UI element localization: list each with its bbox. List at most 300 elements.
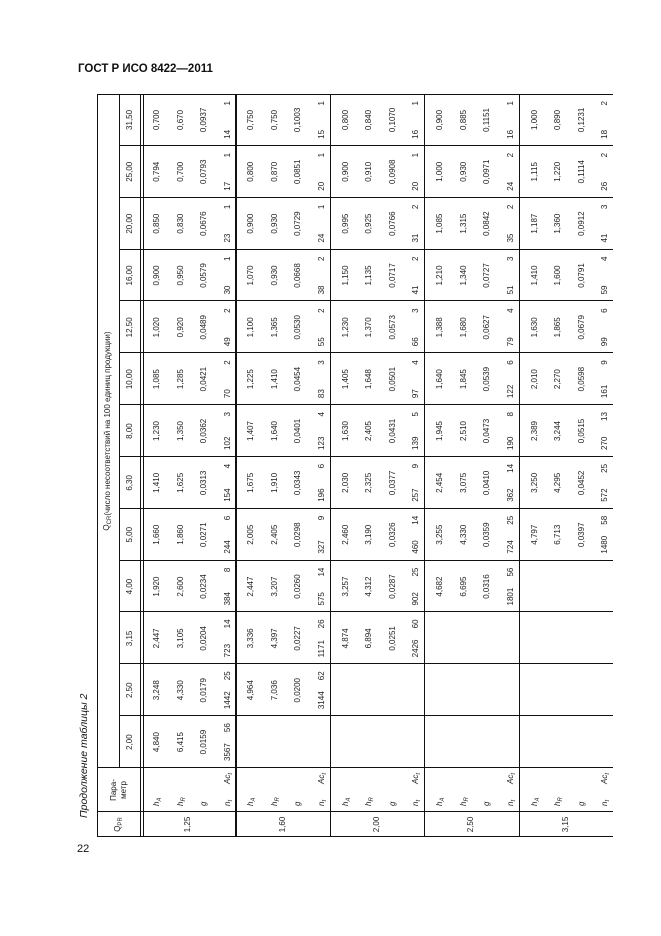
table-cell: [239, 664, 325, 716]
g-value: 0,0260: [293, 574, 303, 599]
table-cell: [145, 716, 231, 768]
g-value: 0,0298: [293, 522, 303, 547]
param-label-hR: [452, 768, 476, 812]
act-value: 2: [316, 256, 326, 261]
h-a-value: 3,336: [246, 628, 256, 649]
h-r-value: 1,370: [364, 317, 374, 338]
sample-size-acceptance-row: [404, 457, 428, 509]
act-value: 6: [222, 515, 232, 521]
table-cell: [239, 301, 325, 353]
param-g-base: g: [199, 801, 208, 806]
nt-value: 30: [222, 285, 232, 295]
nt-value: 102: [222, 436, 232, 450]
g-value: 0,0454: [293, 366, 303, 392]
sample-size-acceptance-row: [499, 353, 523, 405]
param-nt: [499, 800, 523, 806]
h-r-value: 4,330: [458, 524, 468, 545]
nt-value: 1480: [600, 535, 610, 554]
sample-size-acceptance-row: [499, 561, 523, 613]
sample-size-acceptance-row: [310, 198, 334, 250]
table-cell: [334, 94, 420, 146]
table-cell: [334, 612, 420, 664]
param-hR-base: h: [458, 801, 468, 806]
sample-size-acceptance-row: [593, 250, 617, 302]
page-number: 22: [77, 843, 90, 855]
h-a-value: 1,230: [340, 317, 350, 338]
h-r-value: 1,845: [458, 369, 468, 390]
param-hA-base: h: [529, 801, 539, 806]
h-r-value: 0,930: [458, 161, 468, 182]
param-hA-base: h: [152, 801, 161, 806]
qpr-value: 2,00: [371, 816, 381, 833]
param-label-hA: [239, 768, 263, 812]
nt-value: 83: [316, 389, 326, 399]
nt-value: 55: [316, 337, 326, 347]
g-value: 0,0851: [293, 159, 303, 185]
act-value: 13: [600, 412, 610, 421]
h-r-value: 1,135: [364, 265, 374, 286]
h-r-value: 0,885: [458, 109, 468, 130]
h-a-value: 0,900: [246, 213, 256, 234]
param-act-base: Ac: [505, 774, 515, 785]
qcr-header-text: (число несоответствий на 100 единиц продукции): [103, 331, 112, 516]
g-value: 0,0598: [576, 366, 586, 392]
parameter-header-line: Пара-: [109, 779, 118, 801]
g-value: 0,0316: [482, 574, 492, 599]
h-r-value: 6,695: [458, 576, 468, 597]
h-r-value: 1,680: [458, 317, 468, 338]
h-r-value: 1,910: [269, 472, 279, 493]
h-a-value: 2,010: [529, 369, 539, 390]
g-value: 0,0410: [482, 470, 492, 496]
sample-size-acceptance-row: [593, 509, 617, 561]
act-value: 3: [222, 412, 232, 417]
table-cell: [145, 301, 231, 353]
table-cell: [145, 198, 231, 250]
param-g: [577, 802, 586, 806]
nt-value: 3567: [222, 743, 232, 761]
param-hA: [530, 798, 539, 806]
param-label-g: [570, 768, 594, 812]
h-a-value: 1,920: [152, 576, 161, 597]
table-cell: [239, 457, 325, 509]
sample-size-acceptance-row: [216, 509, 240, 561]
nt-value: 17: [222, 181, 232, 191]
nt-value: 724: [505, 540, 515, 554]
h-a-value: 4,797: [529, 524, 539, 545]
param-label-nt-act: [593, 768, 617, 812]
g-value: 0,0359: [482, 522, 492, 547]
nt-value: 270: [600, 436, 610, 450]
nt-value: 15: [316, 129, 326, 139]
h-a-value: 4,964: [246, 680, 256, 701]
param-act: [216, 773, 240, 784]
nt-value: 122: [505, 384, 515, 399]
column-header-qcr: 16,00: [125, 265, 134, 286]
sample-size-acceptance-row: [216, 716, 240, 768]
g-value: 0,1114: [576, 160, 586, 184]
nt-value: 97: [411, 389, 421, 399]
h-r-value: 6,894: [364, 628, 374, 649]
param-nt: [593, 800, 617, 806]
g-value: 0,0791: [576, 263, 586, 288]
h-r-value: 6,713: [553, 524, 563, 545]
table-cell: [523, 405, 609, 457]
table-cell: [239, 405, 325, 457]
act-value: 1: [222, 256, 232, 261]
h-r-value: 0,870: [269, 161, 279, 182]
param-hR-subscript: R: [369, 797, 376, 802]
nt-value: 154: [222, 488, 232, 502]
sample-size-acceptance-row: [499, 198, 523, 250]
parameter-labels: [145, 768, 234, 812]
sample-size-acceptance-row: [593, 198, 617, 250]
nt-value: 1171: [316, 640, 326, 658]
document-title: ГОСТ Р ИСО 8422—2011: [78, 63, 213, 75]
table-cell: [334, 457, 420, 509]
h-r-value: 0,910: [364, 161, 374, 182]
h-r-value: 2,405: [269, 524, 279, 545]
g-value: 0,0727: [482, 263, 492, 288]
sample-size-acceptance-row: [216, 405, 240, 457]
g-value: 0,0343: [293, 470, 303, 496]
nt-value: 3144: [316, 691, 326, 710]
h-a-value: 1,225: [246, 369, 256, 390]
g-value: 0,0287: [387, 574, 397, 599]
qpr-symbol-base: Q: [112, 825, 122, 832]
h-a-value: 1,020: [152, 317, 161, 338]
g-value: 0,0179: [199, 678, 208, 703]
act-value: 2: [411, 256, 421, 261]
qpr-value: 1,60: [277, 816, 287, 833]
param-act-subscript: t: [227, 773, 234, 775]
table-cell: [239, 250, 325, 302]
table-cell: [145, 405, 231, 457]
param-label-hR: [263, 768, 287, 812]
nt-value: 79: [505, 337, 515, 347]
sample-size-acceptance-row: [310, 612, 334, 664]
g-value: 0,0679: [576, 315, 586, 340]
sample-size-acceptance-row: [216, 250, 240, 302]
param-g: [293, 802, 302, 806]
param-nt-base: n: [505, 801, 515, 806]
h-r-value: 3,075: [458, 472, 468, 493]
h-r-value: 0,830: [175, 213, 185, 234]
table-cell: [428, 146, 514, 198]
h-a-value: 1,945: [435, 421, 445, 442]
act-value: 9: [600, 360, 610, 365]
g-value: 0,0627: [482, 315, 492, 340]
table-cell: [428, 250, 514, 302]
g-value: 0,0908: [387, 159, 397, 185]
param-hR: [270, 797, 279, 806]
table-cell: [428, 457, 514, 509]
nt-value: 190: [505, 436, 515, 450]
sample-size-acceptance-row: [216, 457, 240, 509]
column-header-qcr: 4,00: [125, 578, 134, 595]
param-label-nt-act: [310, 768, 334, 812]
param-nt-subscript: t: [510, 799, 517, 802]
param-nt-subscript: t: [416, 799, 423, 802]
param-nt-subscript: t: [321, 799, 328, 802]
sample-size-acceptance-row: [404, 94, 428, 146]
h-r-value: 4,330: [175, 680, 185, 701]
param-label-g: [192, 768, 216, 812]
table-cell: [145, 457, 231, 509]
act-value: 3: [316, 360, 326, 365]
h-a-value: 3,250: [529, 472, 539, 493]
param-hA: [341, 798, 350, 806]
g-value: 0,0362: [199, 418, 208, 444]
h-a-value: 1,070: [246, 265, 256, 286]
sample-size-acceptance-row: [499, 301, 523, 353]
nt-value: 460: [411, 540, 421, 554]
g-value: 0,0937: [199, 107, 208, 133]
act-value: 60: [411, 619, 421, 629]
param-label-nt-act: [216, 768, 240, 812]
column-header-qcr: 3,15: [125, 630, 134, 647]
nt-value: 16: [505, 129, 515, 139]
h-r-value: 0,950: [175, 265, 185, 286]
param-nt-base: n: [222, 801, 232, 806]
nt-value: 723: [222, 643, 232, 658]
parameter-labels: [428, 768, 517, 812]
h-r-value: 4,312: [364, 576, 374, 597]
table-cell: [523, 301, 609, 353]
act-value: 2: [222, 308, 232, 313]
h-a-value: 1,085: [435, 213, 445, 234]
act-value: 4: [505, 308, 515, 313]
param-act-base: Ac: [316, 774, 326, 785]
parameter-labels: [239, 768, 328, 812]
table-cell: [145, 664, 231, 716]
table-cell: [523, 509, 609, 561]
param-label-hA: [145, 768, 169, 812]
h-a-value: 1,150: [340, 265, 350, 286]
param-nt: [404, 800, 428, 806]
h-a-value: 3,248: [152, 680, 161, 701]
h-r-value: 1,360: [553, 213, 563, 234]
nt-value: 327: [316, 540, 326, 554]
param-act-subscript: t: [605, 773, 612, 775]
sample-size-acceptance-row: [404, 509, 428, 561]
nt-value: 31: [411, 233, 421, 243]
qcr-symbol: [102, 516, 115, 531]
sample-size-acceptance-row: [216, 561, 240, 613]
nt-value: 123: [316, 436, 326, 450]
param-hA-base: h: [340, 801, 350, 806]
h-a-value: 1,407: [246, 421, 256, 442]
h-a-value: 0,900: [435, 109, 445, 130]
param-act-subscript: t: [510, 773, 517, 775]
g-value: 0,1151: [482, 108, 492, 132]
act-value: 2: [222, 360, 232, 365]
h-r-value: 2,600: [175, 576, 185, 597]
sample-size-acceptance-row: [499, 457, 523, 509]
param-nt-base: n: [316, 801, 326, 806]
parameter-labels: [334, 768, 423, 812]
h-a-value: 2,005: [246, 524, 256, 545]
h-a-value: 0,995: [340, 213, 350, 234]
h-r-value: 2,510: [458, 421, 468, 442]
table-cell: [334, 353, 420, 405]
table-cell: [239, 612, 325, 664]
act-value: 1: [505, 101, 515, 106]
param-label-hR: [169, 768, 193, 812]
h-a-value: 0,700: [152, 109, 161, 130]
qcr-symbol-base: Q: [101, 524, 111, 531]
param-hA: [246, 797, 258, 806]
g-value: 0,0668: [293, 263, 303, 288]
h-r-value: 2,270: [553, 369, 563, 390]
table-cell: [523, 146, 609, 198]
qcr-symbol-subscript: CR: [106, 515, 113, 525]
h-r-value: 1,340: [458, 265, 468, 286]
param-act: [310, 773, 334, 784]
act-value: 5: [411, 412, 421, 417]
g-value: 0,0421: [199, 366, 208, 392]
sample-size-acceptance-row: [404, 405, 428, 457]
g-value: 0,0489: [199, 315, 208, 340]
g-value: 0,0539: [482, 366, 492, 392]
h-a-value: 0,794: [152, 161, 161, 182]
act-value: 25: [411, 567, 421, 577]
h-a-value: 0,750: [246, 109, 256, 130]
table-cell: [523, 353, 609, 405]
h-r-value: 0,925: [364, 213, 374, 234]
param-hR-base: h: [175, 801, 185, 806]
param-hR: [176, 797, 185, 806]
parameter-header-text: [109, 779, 129, 801]
g-value: 0,0271: [199, 522, 208, 547]
table-cell: [145, 509, 231, 561]
param-nt-subscript: t: [605, 799, 612, 802]
param-hA-subscript: A: [345, 797, 352, 802]
act-value: 14: [411, 515, 421, 525]
g-value: 0,0234: [199, 574, 208, 599]
table-cell: [334, 509, 420, 561]
g-value: 0,0397: [576, 522, 586, 547]
column-header-qcr: 12,50: [125, 317, 134, 338]
act-value: 1: [222, 204, 232, 210]
h-r-value: 2,405: [364, 421, 374, 442]
h-r-value: 1,600: [553, 265, 563, 286]
sample-size-acceptance-row: [310, 353, 334, 405]
g-value: 0,0717: [387, 263, 397, 288]
qpr-symbol: [113, 817, 126, 832]
act-value: 58: [600, 515, 610, 525]
sample-size-acceptance-row: [216, 612, 240, 664]
act-value: 2: [600, 152, 610, 158]
table-rule: [143, 94, 144, 837]
h-a-value: 2,460: [340, 524, 350, 545]
param-hA: [152, 798, 161, 806]
table-cell: [428, 198, 514, 250]
param-hR-subscript: R: [274, 797, 281, 802]
qpr-header: [97, 812, 141, 837]
g-value: 0,0251: [387, 626, 397, 651]
table-cell: [334, 405, 420, 457]
act-value: 25: [505, 515, 515, 525]
h-a-value: 1,630: [340, 421, 350, 442]
act-value: 4: [222, 463, 232, 469]
act-value: 1: [316, 152, 326, 158]
nt-value: 161: [600, 384, 610, 399]
act-value: 1: [411, 152, 421, 158]
nt-value: 902: [411, 592, 421, 606]
h-r-value: 6,415: [175, 732, 185, 753]
h-a-value: 2,389: [529, 421, 539, 442]
h-r-value: 0,920: [175, 317, 185, 338]
act-value: 6: [505, 360, 515, 365]
column-header-qcr: 20,00: [125, 213, 134, 234]
nt-value: 14: [222, 129, 232, 139]
act-value: 25: [222, 671, 232, 681]
param-act: [593, 773, 617, 784]
nt-value: 575: [316, 592, 326, 606]
act-value: 56: [505, 567, 515, 577]
sample-size-acceptance-row: [404, 250, 428, 302]
nt-value: 572: [600, 488, 610, 502]
table-cell: [145, 353, 231, 405]
nt-value: 99: [600, 337, 610, 347]
h-a-value: 1,000: [529, 109, 539, 130]
sample-size-acceptance-row: [404, 146, 428, 198]
nt-value: 41: [600, 233, 610, 243]
param-nt-base: n: [411, 801, 421, 806]
h-r-value: 0,670: [175, 109, 185, 130]
table-cell: [239, 353, 325, 405]
h-r-value: 1,365: [269, 317, 279, 338]
nt-value: 196: [316, 488, 326, 502]
parameter-header-line: метр: [119, 781, 128, 799]
table-cell: [145, 146, 231, 198]
sample-size-acceptance-row: [404, 198, 428, 250]
act-value: 4: [316, 412, 326, 417]
act-value: 2: [316, 308, 326, 313]
h-r-value: 4,295: [553, 472, 563, 493]
nt-value: 23: [222, 233, 232, 243]
g-value: 0,1231: [576, 107, 586, 133]
table-cell: [239, 509, 325, 561]
param-hR: [459, 797, 468, 806]
nt-value: 20: [316, 181, 326, 191]
table-cell: [334, 250, 420, 302]
h-r-value: 1,625: [175, 472, 185, 493]
param-hA-subscript: A: [440, 797, 447, 802]
table-cell: [334, 146, 420, 198]
nt-value: 35: [505, 233, 515, 243]
sample-size-acceptance-row: [593, 457, 617, 509]
table-cell: [334, 198, 420, 250]
h-a-value: 1,675: [246, 472, 256, 493]
sample-size-acceptance-row: [499, 405, 523, 457]
param-act-subscript: t: [416, 773, 423, 775]
h-r-value: 1,315: [458, 213, 468, 234]
act-value: 14: [222, 619, 232, 629]
g-value: 0,0729: [293, 211, 303, 236]
act-value: 62: [316, 671, 326, 681]
table-cell: [334, 301, 420, 353]
act-value: 2: [600, 101, 610, 106]
nt-value: 24: [316, 233, 326, 243]
table-cell: [523, 457, 609, 509]
table-cell: [428, 405, 514, 457]
param-hA: [435, 797, 447, 806]
param-g-base: g: [293, 801, 303, 806]
nt-value: 244: [222, 540, 232, 554]
column-header-qcr: 8,00: [125, 423, 134, 439]
